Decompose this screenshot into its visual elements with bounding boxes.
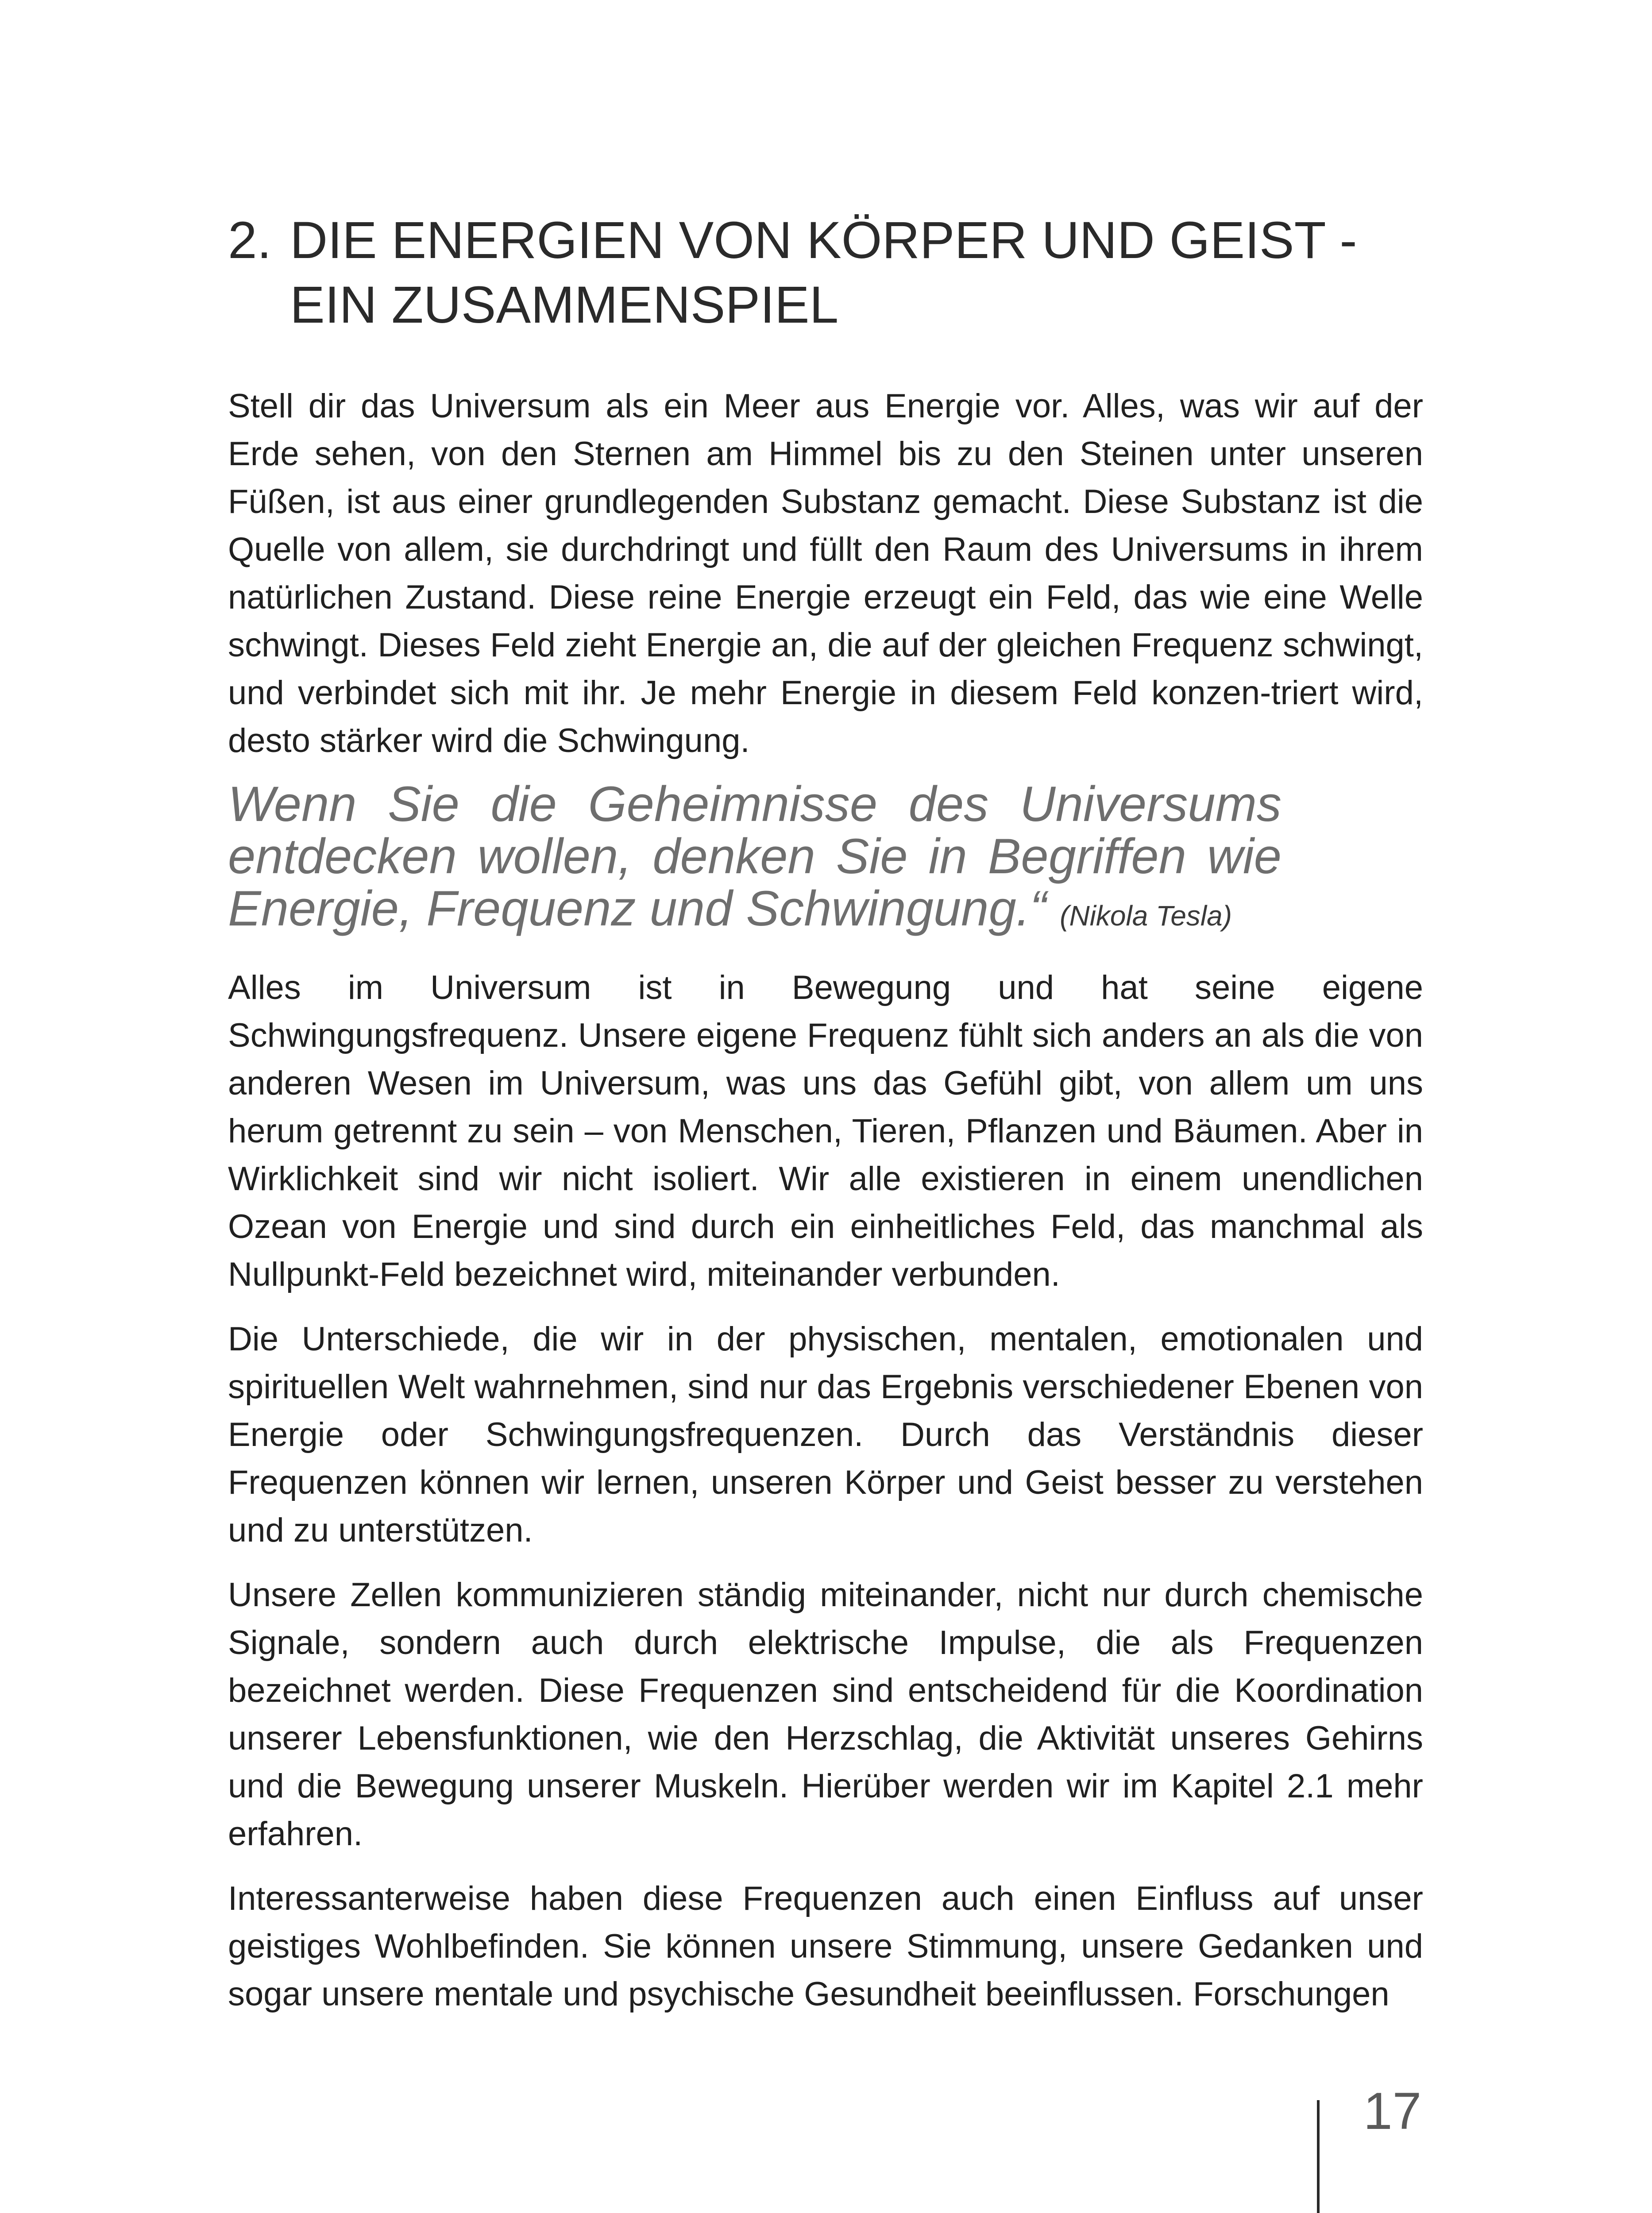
body-paragraph-4: Interessanterweise haben diese Frequenzen auch einen Einfluss auf unser geistiges Wohlbefinden. Sie können unsere Stimmung, unsere Gedanken und sogar unsere mentale und psychische Gesundheit beeinflussen. Forschungen xyxy=(228,1880,1423,2013)
chapter-heading-line-1 xyxy=(228,208,1423,273)
body-paragraph-1: Alles im Universum ist in Bewegung und hat seine eigene Schwingungsfrequenz. Unsere eigene Frequenz fühlt sich anders an als die von anderen Wesen im Universum, was uns das Gefühl gibt, von allem um uns herum getrennt zu sein – von Menschen, Tieren, Pflanzen und Bäumen. Aber in Wirklichkeit sind wir nicht isoliert. Wir alle existieren in einem unendlichen Ozean von Energie und sind durch ein einheitliches Feld, das manchmal als Nullpunkt-Feld bezeichnet wird, miteinander verbunden. xyxy=(228,969,1423,1293)
tesla-quote xyxy=(228,778,1281,942)
quote-attribution: (Nikola Tesla) xyxy=(1060,900,1232,932)
chapter-title-part-1: DIE ENERGIEN VON KÖRPER UND GEIST - xyxy=(290,211,1357,270)
body-paragraph-2: Die Unterschiede, die wir in der physischen, mentalen, emotionalen und spirituellen Welt wahrnehmen, sind nur das Ergebnis verschiedener Ebenen von Energie oder Schwingungsfrequenzen. Durch das Verständnis dieser Frequenzen können wir lernen, unseren Körper und Geist besser zu verstehen und zu unterstützen. xyxy=(228,1320,1423,1549)
page-content xyxy=(228,208,1423,2035)
page-number-divider xyxy=(1317,2100,1320,2213)
chapter-number: 2. xyxy=(228,211,272,270)
page-number: 17 xyxy=(1363,2082,1422,2140)
body-paragraph-3: Unsere Zellen kommunizieren ständig miteinander, nicht nur durch chemische Signale, sondern auch durch elektrische Impulse, die als Frequenzen bezeichnet werden. Diese Frequenzen sind entscheidend für die Koordination unserer Lebensfunktionen, wie den Herzschlag, die Aktivität unseres Gehirns und die Bewegung unserer Muskeln. Hierüber werden wir im Kapitel 2.1 mehr erfahren. xyxy=(228,1576,1423,1853)
quote-text: Wenn Sie die Geheimnisse des Universums entdecken wollen, denken Sie in Begriffen wie Energie, Frequenz und Schwingung.“ xyxy=(228,776,1281,936)
chapter-heading xyxy=(228,208,1423,337)
intro-paragraph: Stell dir das Universum als ein Meer aus Energie vor. Alles, was wir auf der Erde sehen, von den Sternen am Himmel bis zu den Steinen unter unseren Füßen, ist aus einer grundlegenden Substanz gemacht. Diese Substanz ist die Quelle von allem, sie durchdringt und füllt den Raum des Universums in ihrem natürlichen Zustand. Diese reine Energie erzeugt ein Feld, das wie eine Welle schwingt. Dieses Feld zieht Energie an, die auf der gleichen Frequenz schwingt, und verbindet sich mit ihr. Je mehr Energie in diesem Feld konzen-triert wird, desto stärker wird die Schwingung. xyxy=(228,387,1423,760)
chapter-title-part-2: EIN ZUSAMMENSPIEL xyxy=(290,276,839,334)
